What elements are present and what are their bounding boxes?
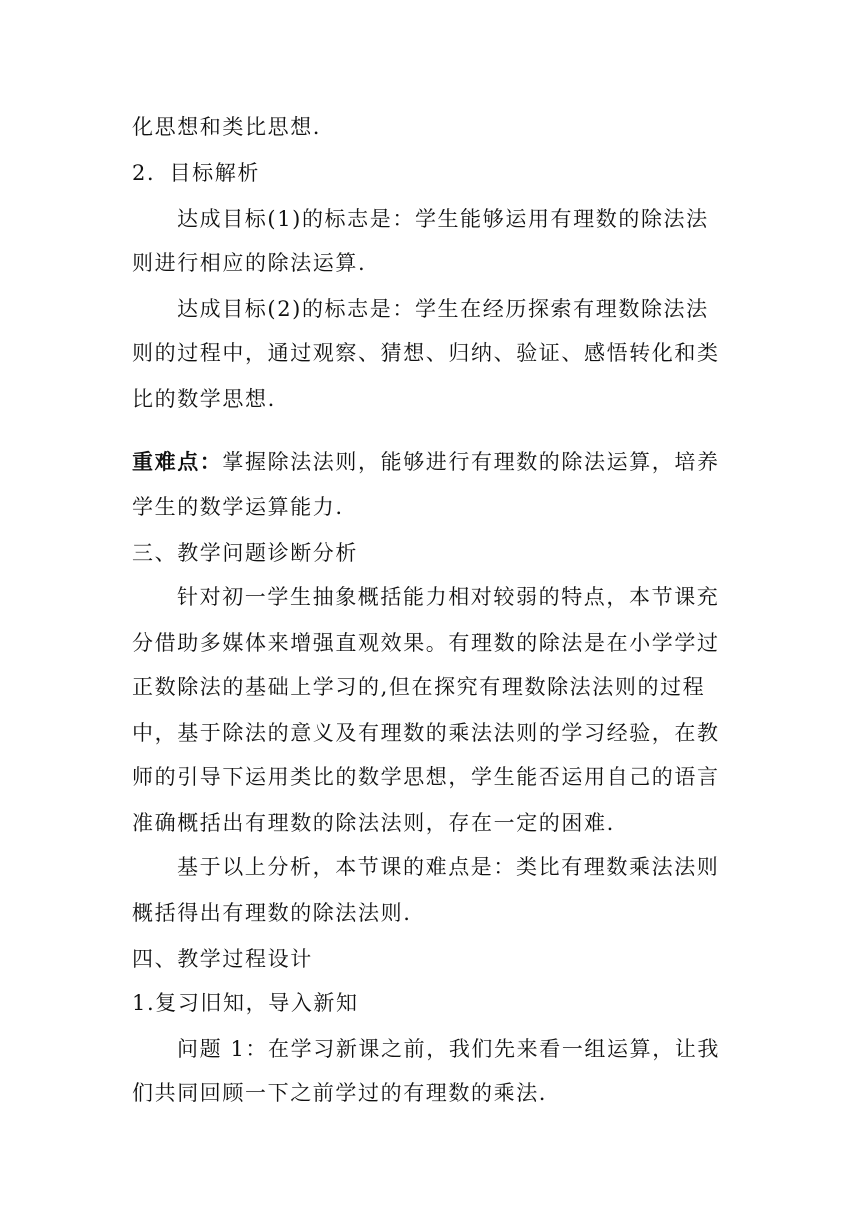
text-line: 达成目标(1)的标志是：学生能够运用有理数的除法法 — [177, 207, 709, 231]
section-heading: 2．目标解析 — [132, 161, 260, 185]
text-line: 化思想和类比思想. — [132, 115, 322, 139]
key-points-line — [132, 449, 732, 475]
text-line: 学生的数学运算能力. — [132, 495, 344, 519]
text-line: 基于以上分析，本节课的难点是：类比有理数乘法法则 — [177, 855, 720, 879]
text-line: 们共同回顾一下之前学过的有理数的乘法. — [132, 1081, 548, 1105]
section-heading: 四、教学过程设计 — [132, 947, 313, 971]
text-line: 分借助多媒体来增强直观效果。有理数的除法是在小学学过 — [132, 631, 720, 655]
text-line: 中，基于除法的意义及有理数的乘法法则的学习经验，在教 — [132, 721, 720, 745]
text-line: 师的引导下运用类比的数学思想，学生能否运用自己的语言 — [132, 765, 720, 789]
text-line: 则进行相应的除法运算. — [132, 251, 367, 275]
text-line: 比的数学思想. — [132, 387, 276, 411]
section-heading: 三、教学问题诊断分析 — [132, 541, 358, 565]
text-line: 准确概括出有理数的除法法则，存在一定的困难. — [132, 811, 615, 835]
text-line: 正数除法的基础上学习的,但在探究有理数除法法则的过程 — [132, 675, 706, 699]
text-line: 则的过程中，通过观察、猜想、归纳、验证、感悟转化和类 — [132, 341, 720, 365]
key-points-text: 掌握除法法则，能够进行有理数的除法运算，培养 — [222, 450, 720, 474]
subsection-heading: 1.复习旧知，导入新知 — [132, 991, 359, 1015]
text-line: 针对初一学生抽象概括能力相对较弱的特点，本节课充 — [177, 585, 720, 609]
text-line: 问题 1：在学习新课之前，我们先来看一组运算，让我 — [177, 1037, 721, 1061]
text-line: 概括得出有理数的除法法则. — [132, 901, 412, 925]
text-line: 达成目标(2)的标志是：学生在经历探索有理数除法法 — [177, 297, 709, 321]
key-points-label: 重难点： — [132, 450, 223, 474]
